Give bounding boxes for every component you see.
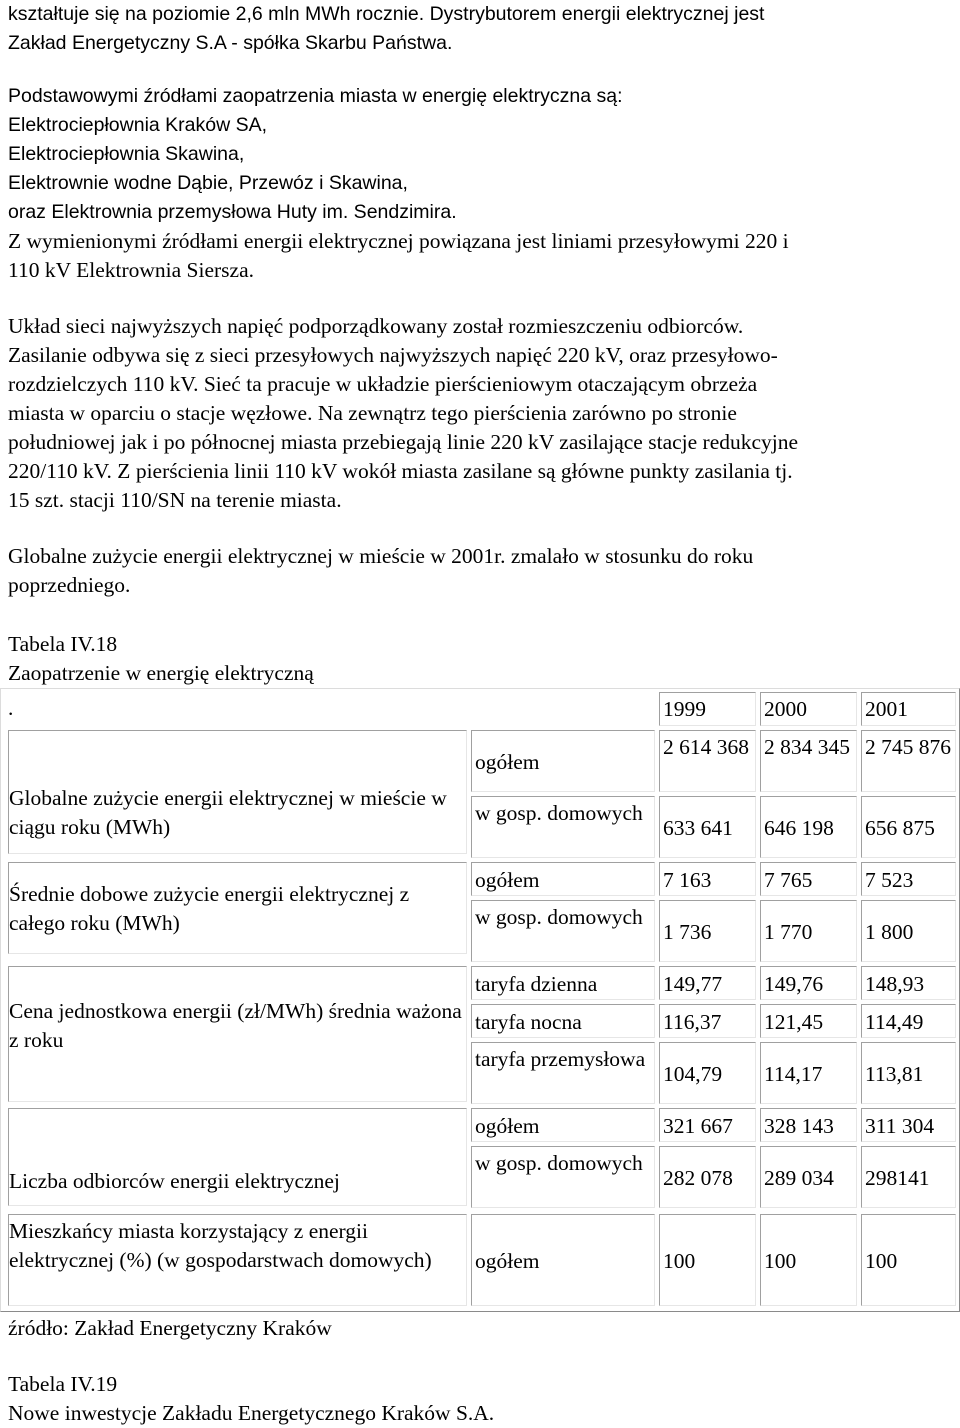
value-cell [861,862,956,896]
year-header [760,692,857,726]
group-label-cell [8,966,467,1102]
group-label: Mieszkańcy miasta korzystający z energii elektrycznej (%) (w gospodarstwach domowych) [9,1219,432,1272]
value-cell [760,796,857,858]
value-text: 100 [663,1248,696,1273]
value-text: 104,79 [663,1061,723,1086]
sub-label-cell [471,1004,655,1038]
value-text: 100 [764,1248,797,1273]
text-line: poprzedniego. [8,573,131,597]
year-header [861,692,956,726]
table-caption [8,630,952,688]
text-span: miasta w oparciu o stacje węzłowe. [8,401,318,425]
sub-label-cell [471,1108,655,1142]
sub-label-cell [471,1214,655,1306]
value-text: 1 770 [764,919,813,944]
value-cell [760,1146,857,1208]
table-title: Nowe inwestycje Zakładu Energetycznego Kraków S.A. [8,1401,495,1425]
table-source [8,1314,332,1343]
sub-label-cell [471,966,655,1000]
sub-label: taryfa przemysłowa [475,1047,646,1071]
value-text: 646 198 [764,815,834,840]
value-cell [760,966,857,1000]
text-line: Elektrownie wodne Dąbie, Przewóz i Skawina, [8,172,408,194]
value-cell [861,1146,956,1208]
sub-label: ogółem [475,1113,540,1138]
sub-label: ogółem [475,867,540,892]
text-span: Na zewnątrz tego pierścienia zarówno po stronie [317,401,737,425]
value-text: 2 614 368 [663,735,749,759]
corner-text: . [8,696,14,720]
table-number: Tabela IV.19 [8,1372,118,1396]
text-line: Elektrociepłownia Skawina, [8,143,245,165]
value-text: 311 304 [865,1113,935,1138]
group-label-cell [8,862,467,954]
value-cell [861,730,956,792]
value-text: 149,77 [663,971,723,996]
table-title: Zaopatrzenie w energię elektryczną [8,661,314,685]
sub-label: w gosp. domowych [475,801,643,825]
value-cell [760,900,857,962]
value-text: 328 143 [764,1113,834,1138]
value-cell [659,900,756,962]
network-paragraph [8,312,952,515]
value-cell [659,730,756,792]
text-line: południowej jak i po północnej miasta przebiegają linie 220 kV zasilające stacje redukcyjne [8,430,799,454]
value-text: 148,93 [865,971,925,996]
sources-paragraph [8,82,952,285]
text-line: Globalne zużycie energii elektrycznej w mieście w 2001r. zmalało w stosunku do roku [8,544,754,568]
text-span: Sieć ta pracuje w układzie pierścieniowym otaczającym obrzeża [203,372,758,396]
sub-label: taryfa nocna [475,1009,582,1034]
value-cell [659,1214,756,1306]
group-label: Liczba odbiorców energii elektrycznej [9,1168,340,1193]
year-label: 2000 [764,697,807,721]
sub-label-cell [471,1042,655,1104]
sub-label: taryfa dzienna [475,971,598,996]
value-cell [861,1004,956,1038]
energy-supply-table [8,688,960,1312]
text-line: kształtuje się na poziomie 2,6 mln MWh rocznie. Dystrybutorem energii elektrycznej jest [8,3,765,25]
value-text: 114,17 [764,1061,823,1086]
text-line: Zasilanie odbywa się z sieci przesyłowych najwyższych napięć 220 kV, oraz przesyłowo- [8,343,778,367]
text-line: Zakład Energetyczny S.A - spółka Skarbu Państwa. [8,32,453,54]
value-text: 1 800 [865,919,914,944]
value-text: 100 [865,1248,898,1273]
value-text: 289 034 [764,1165,834,1190]
text-line: Układ sieci najwyższych napięć podporządkowany został rozmieszczeniu odbiorców. [8,314,744,338]
value-text: 2 745 876 [865,735,951,759]
value-cell [659,1108,756,1142]
value-text: 321 667 [663,1113,733,1138]
text-line: 15 szt. stacji 110/SN na terenie miasta. [8,488,342,512]
value-text: 149,76 [764,971,824,996]
value-cell [861,900,956,962]
value-cell [659,862,756,896]
value-text: 282 078 [663,1165,733,1190]
value-cell [760,730,857,792]
next-table-caption [8,1370,952,1428]
group-label: Średnie dobowe zużycie energii elektrycznej z całego roku (MWh) [9,882,410,935]
table-number: Tabela IV.18 [8,632,118,656]
group-label: Globalne zużycie energii elektrycznej w mieście w ciągu roku (MWh) [9,786,447,839]
group-label-cell [8,1108,467,1206]
value-cell [659,1146,756,1208]
sub-label-cell [471,730,655,792]
group-label-cell [8,1214,467,1306]
value-text: 1 736 [663,919,712,944]
value-text: 7 765 [764,867,813,892]
value-cell [659,1042,756,1104]
text-line [8,399,952,428]
value-cell [861,966,956,1000]
year-header [659,692,756,726]
intro-paragraph [8,0,952,58]
year-label: 1999 [663,697,706,721]
text-line: Podstawowymi źródłami zaopatrzenia miasta w energię elektryczna są: [8,85,623,107]
value-text: 7 523 [865,867,914,892]
sub-label: ogółem [475,749,540,774]
value-text: 656 875 [865,815,935,840]
value-text: 121,45 [764,1009,824,1034]
value-text: 2 834 345 [764,735,850,759]
sub-label-cell [471,796,655,858]
sub-label-cell [471,1146,655,1208]
value-text: 113,81 [865,1061,924,1086]
consumption-paragraph [8,542,952,600]
value-cell [760,1042,857,1104]
source-note: źródło: Zakład Energetyczny Kraków [8,1316,332,1340]
value-cell [861,1214,956,1306]
value-cell [659,966,756,1000]
group-label: Cena jednostkowa energii (zł/MWh) średnia ważona z roku [9,999,462,1052]
value-cell [861,796,956,858]
value-cell [760,1004,857,1038]
text-line: 220/110 kV. Z pierścienia linii 110 kV wokół miasta zasilane są główne punkty zasilania tj. [8,459,793,483]
text-line: 110 kV Elektrownia Siersza. [8,258,255,282]
group-label-cell [8,730,467,854]
value-cell [659,1004,756,1038]
value-cell [861,1042,956,1104]
value-text: 633 641 [663,815,733,840]
value-cell [760,1108,857,1142]
value-text: 114,49 [865,1009,924,1034]
value-text: 116,37 [663,1009,722,1034]
sub-label: w gosp. domowych [475,905,643,929]
value-cell [760,1214,857,1306]
sub-label-cell [471,862,655,896]
text-line [8,370,952,399]
sub-label: w gosp. domowych [475,1151,643,1175]
text-line: Elektrociepłownia Kraków SA, [8,114,268,136]
sub-label: ogółem [475,1248,540,1273]
value-text: 298141 [865,1165,930,1190]
year-label: 2001 [865,697,908,721]
text-line: oraz Elektrownia przemysłowa Huty im. Sendzimira. [8,201,457,223]
value-text: 7 163 [663,867,712,892]
value-cell [760,862,857,896]
text-line: Z wymienionymi źródłami energii elektrycznej powiązana jest liniami przesyłowymi 220 i [8,229,789,253]
sub-label-cell [471,900,655,962]
value-cell [861,1108,956,1142]
table-corner-cell [4,692,656,726]
text-span: rozdzielczych 110 kV. [8,372,204,396]
value-cell [659,796,756,858]
